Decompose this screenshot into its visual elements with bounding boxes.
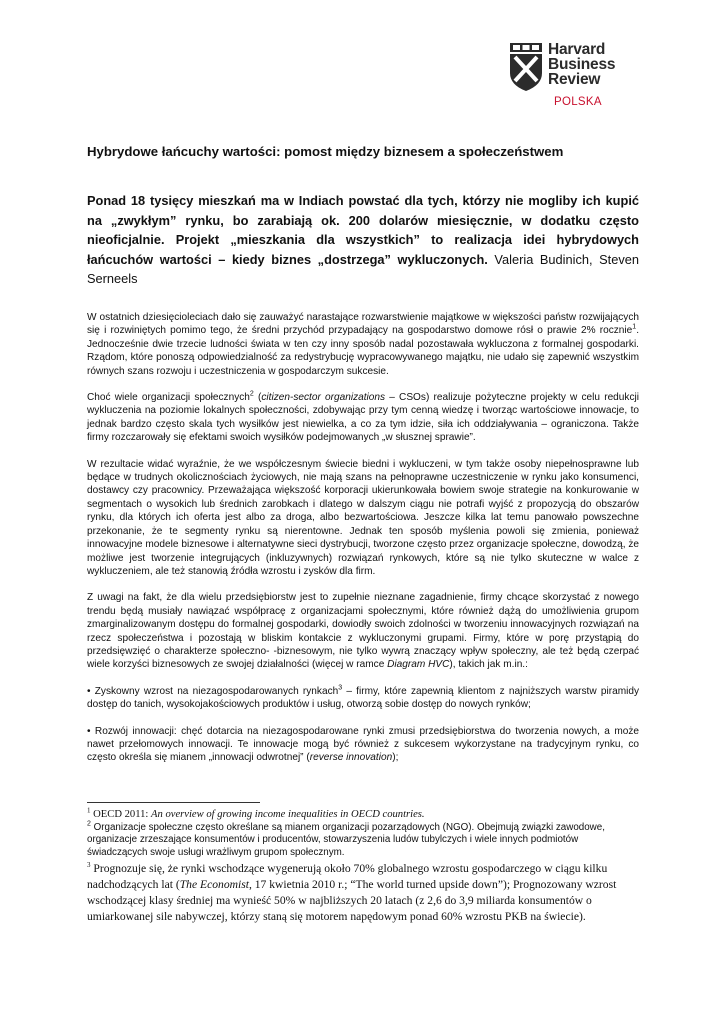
bullet-growth: [87, 685, 639, 712]
paragraph-1-text-a: W ostatnich dziesięcioleciach dało się zauważyć narastające rozwarstwienie majątkowe w większości państw rozwijających się i rozwiniętych pomimo tego, że średni przychód przypadający na gospodarstwo domowe rósł o prawie 2% rocznie: [87, 312, 639, 337]
bullet-innovation-emphasis: reverse innovation: [309, 752, 393, 764]
lead-text: Ponad 18 tysięcy mieszkań ma w Indiach powstać dla tych, którzy nie mogliby ich kupić na „zwykłym” rynku, bo zarabiają ok. 200 dolarów miesięcznie, w dodatku często nieoficjalnie. Projekt „mieszkania dla wszystkich” to realizacja idei hybrydowych łańcuchów wartości – kiedy biznes „dostrzega” wykluczonych.: [87, 193, 639, 267]
lead-authors: Valeria Budinich, Steven Serneels: [87, 251, 639, 287]
logo-line-harvard: Harvard: [548, 41, 606, 58]
paragraph-1: [87, 311, 639, 378]
article-body: [87, 311, 639, 778]
bullet-innovation: [87, 725, 639, 765]
footnote-3-text-a: Prognozuje się, że rynki wschodzące wygenerują około 70% globalnego wzrostu gospodarczego w ciągu kilku nadchodzących lat (: [87, 862, 608, 891]
footnote-1: [87, 808, 639, 821]
bullet-growth-text-b: – firmy, które zapewnią klientom z najniższych warstw piramidy dostęp do tanich, wysokojakościowych produktów i usług, otworzą sobie dostęp do nowych rynków;: [87, 685, 640, 711]
harvard-crest-icon: [510, 43, 542, 91]
footnote-1-text-a: OECD 2011:: [90, 809, 152, 820]
footnote-3-text-b: , 17 kwietnia 2010 r.; “The world turned upside down”); Prognozowany wzrost wschodzącej klasy średniej ma wynieść 50% w najbliższych 20 latach (z 2,6 do 3,9 miliarda konsumentów o umiarkowanej sile nabywczej, którzy staną się motorem napędowym ponad 60% wzrostu PKB na świecie: [87, 878, 617, 923]
logo-wordmark: [548, 42, 615, 87]
logo-line-review: Review: [548, 71, 601, 88]
logo-line-business: Business: [548, 56, 616, 73]
paragraph-4-text-b: ), takich jak m.in.:: [449, 659, 528, 671]
paragraph-2: [87, 391, 639, 445]
footnote-1-emphasis: An overview of growing income inequalities in OECD countries.: [151, 809, 425, 820]
paragraph-2-text-c: – CSOs) realizuje pożyteczne projekty w celu redukcji wykluczenia na poziomie lokalnych społeczności, zdobywając przy tym cenną wiedzę i tworząc wartościowe innowacje, to jednak bardzo często skala tych wysiłków jest niewielka, a co za tym idzie, siła ich oddziaływania – ograniczona. Także firmy rozczarowały się efektami swoich wysiłków podejmowanych „w słusznej sprawie”.: [87, 392, 639, 444]
paragraph-4-emphasis: Diagram HVC: [387, 659, 450, 671]
footnote-ref-1: 1: [632, 324, 637, 332]
footnote-separator: [87, 802, 260, 803]
paragraph-3: W rezultacie widać wyraźnie, że we współczesnym świecie biedni i wykluczeni, w tym także osoby niepełnosprawne lub będące w trudnych okolicznościach życiowych, nie mają szans na pełnoprawne uczestniczenie w rynku jako konsumenci, dostawcy czy pracownicy. Przeważająca większość korporacji ukierunkowała bowiem swoje strategie na konkurowanie w segmentach o wysokich lub średnich zarobkach i dlatego w dalszym ciągu nie potrafi wyjść z propozycją do obszarów rynku, dla których ich oferta jest albo za droga, albo bezwartościowa. Jeszcze kilka lat temu panowało powszechne przekonanie, że te segmenty rynku są nierentowne. Jednak ten sposób myślenia powoli się zmienia, ponieważ innowacyjne modele biznesowe i alternatywne sieci dystrybucji, tworzone często przez organizacje społeczne, dowodzą, że możliwe jest tworzenie integrujących (inkluzywnych) rozwiązań rynkowych, które są nie tylko skuteczne w walce z wykluczeniem, ale też stanowią źródła wzrostu i zysków dla firm.: [87, 458, 639, 577]
bullet-growth-text-a: • Zyskowny wzrost na niezagospodarowanych rynkach: [87, 685, 339, 697]
footnote-ref-3: 3: [338, 684, 343, 692]
footnote-3-emphasis: The Economist: [179, 878, 249, 891]
paragraph-1-text-b: . Jednocześnie dwie trzecie ludności świata w ten czy inny sposób nadal pozostawała wykluczona z formalnej gospodarki. Rządom, które ponoszą odpowiedzialność za redystrybucję wypracowywanego majątku, nie udało się zapewnić wszystkim równych szans rozwoju i uczestniczenia w gospodarczym sukcesie.: [87, 325, 639, 377]
hbr-polska-logo: [510, 43, 640, 111]
footnote-2: [87, 822, 639, 859]
logo-region: POLSKA: [554, 96, 602, 108]
footnote-2-text: Organizacje społeczne często określane są mianem organizacji pozarządowych (NGO). Obejmują związki zawodowe, organizacje zrzeszające konsumentów i producentów, stowarzyszenia ludów tubylczych i wiele innych podmiotów świadczących swoje usługi wrażliwym grupom społecznym.: [87, 822, 605, 858]
paragraph-4: [87, 591, 639, 671]
article-title: Hybrydowe łańcuchy wartości: pomost między biznesem a społeczeństwem: [87, 144, 564, 159]
bullet-innovation-text-a: • Rozwój innowacji: chęć dotarcia na niezagospodarowane rynki zmusi przedsiębiorstwa do tworzenia nowych, a może nawet przełomowych innowacji. Te innowacje mogą być również z sukcesem wykorzystane na tradycyjnym rynku, co często określa się mianem „innowacji odwrotnej” (: [87, 725, 639, 764]
paragraph-2-text-b: (: [253, 392, 262, 404]
footnote-1-number: 1: [87, 806, 91, 815]
paragraph-2-text-a: Choć wiele organizacji społecznych: [87, 392, 250, 404]
footnote-2-number: 2: [87, 820, 91, 828]
footnote-3-number: 3: [87, 861, 91, 870]
paragraph-4-text-a: Z uwagi na fakt, że dla wielu przedsiębiorstw jest to zupełnie nieznane zagadnienie, firmy chcące skorzystać z nowego trendu będą musiały nawiązać współpracę z organizacjami społecznymi, które również dążą do umożliwienia grupom zmarginalizowanym dostępu do formalnej gospodarki, dowiodły swoich zdolności w tworzeniu innowacyjnych rozwiązań na rzecz społeczeństwa i pozostają w bliskim kontakcie z wykluczonymi grupami. Firmy, które w porę przystąpią do przedsięwzięć o charakterze społeczno- -biznesowym, nie tylko wywrą znaczący wpływ społeczny, ale też będą czerpać wiele korzyści biznesowych ze swojej działalności (więcej w ramce: [87, 592, 639, 671]
bullet-innovation-text-b: );: [392, 752, 399, 764]
footnote-ref-2: 2: [249, 390, 254, 398]
article-lead: [87, 191, 639, 289]
footnote-3: [87, 861, 647, 925]
footnote-3-text-c: ).: [578, 910, 586, 923]
paragraph-2-emphasis: citizen-sector organizations: [261, 392, 386, 404]
